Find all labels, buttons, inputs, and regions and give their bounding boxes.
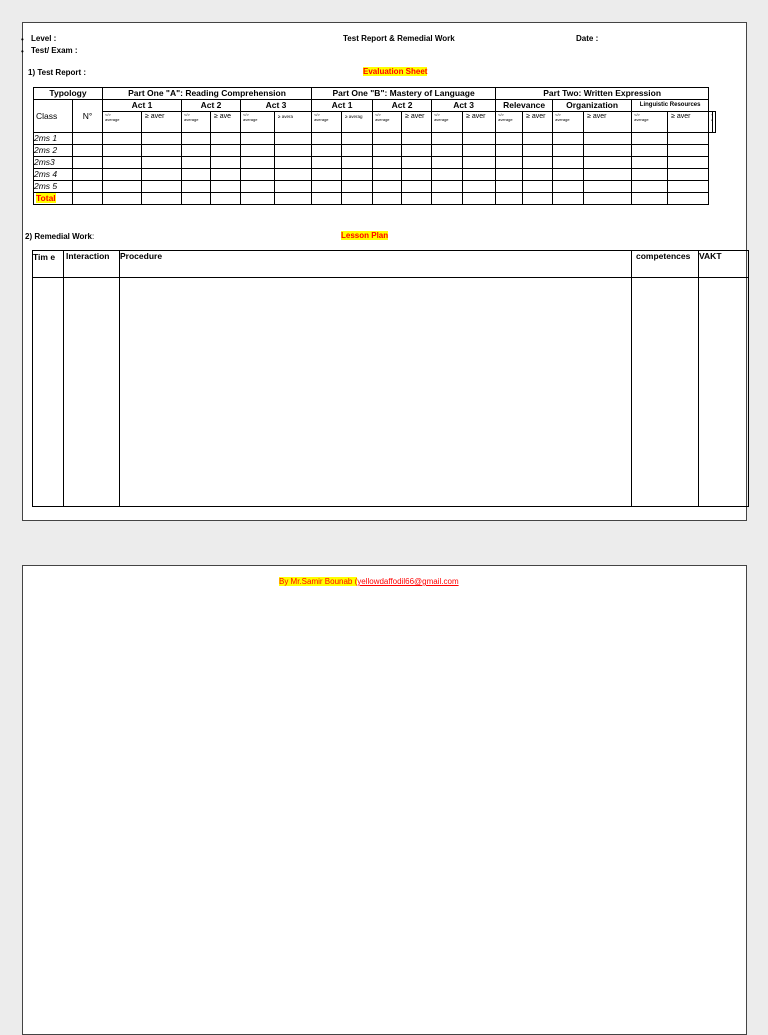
class-name: 2ms 5 xyxy=(34,181,73,193)
page-two xyxy=(22,565,747,1035)
above-average-cell: ≥ aver xyxy=(463,112,496,133)
procedure-cell[interactable] xyxy=(120,278,632,507)
above-average-cell: ≥ avera xyxy=(275,112,312,133)
test-exam-label: Test/ Exam : xyxy=(31,46,78,55)
vakt-cell[interactable] xyxy=(699,278,749,507)
part-b-header: Part One "B": Mastery of Language xyxy=(312,88,496,100)
act-header: Act 2 xyxy=(373,100,432,112)
below-average-cell: </> average xyxy=(432,112,463,133)
table-row xyxy=(34,145,716,157)
table-row xyxy=(33,278,749,507)
typology-header: Typology xyxy=(34,88,103,100)
vakt-header: VAKT xyxy=(699,251,749,278)
level-label: Level : xyxy=(31,34,57,43)
interaction-header: Interaction xyxy=(64,251,120,278)
above-average-cell: ≥ ave xyxy=(211,112,241,133)
date-label: Date : xyxy=(576,34,599,43)
time-header: Tim e xyxy=(33,251,64,278)
above-average-cell: ≥ aver xyxy=(402,112,432,133)
total-row xyxy=(34,193,716,205)
competences-header: competences xyxy=(632,251,699,278)
lesson-plan-table xyxy=(32,250,749,507)
table-row xyxy=(34,169,716,181)
above-average-cell: ≥ averag xyxy=(342,112,373,133)
section-remedial-work-title: 2) Remedial Work: xyxy=(25,232,95,241)
evaluation-table xyxy=(33,87,716,205)
act-header: Act 3 xyxy=(432,100,496,112)
below-average-cell: </> average xyxy=(373,112,402,133)
class-header: Class xyxy=(34,100,73,133)
below-average-cell: </> average xyxy=(103,112,142,133)
total-label: Total xyxy=(36,193,56,203)
class-name: 2ms3 xyxy=(34,157,73,169)
competences-cell[interactable] xyxy=(632,278,699,507)
author-name: By Mr.Samir Bounab ( xyxy=(279,577,358,586)
above-average-cell: ≥ aver xyxy=(668,112,709,133)
lesson-plan-title: Lesson Plan xyxy=(341,231,389,240)
act-header: Act 1 xyxy=(312,100,373,112)
class-name: 2ms 2 xyxy=(34,145,73,157)
above-average-cell xyxy=(712,112,715,133)
linguistic-resources-header: Linguistic Resources xyxy=(632,100,709,112)
relevance-header: Relevance xyxy=(496,100,553,112)
table-row xyxy=(34,181,716,193)
above-average-cell: ≥ aver xyxy=(523,112,553,133)
below-average-cell: </> average xyxy=(496,112,523,133)
below-average-cell: </> average xyxy=(241,112,275,133)
email-link[interactable]: yellowdaffodil66@gmail.com xyxy=(357,577,459,586)
below-average-cell: </> average xyxy=(182,112,211,133)
above-average-cell: ≥ aver xyxy=(142,112,182,133)
section-test-report-title: 1) Test Report : xyxy=(28,68,87,77)
number-header: N° xyxy=(73,100,103,133)
procedure-header: Procedure xyxy=(120,251,632,278)
report-title: Test Report & Remedial Work xyxy=(343,34,455,43)
evaluation-sheet-title: Evaluation Sheet xyxy=(363,67,428,76)
organization-header: Organization xyxy=(553,100,632,112)
class-name: 2ms 1 xyxy=(34,133,73,145)
part-a-header: Part One "A": Reading Comprehension xyxy=(103,88,312,100)
act-header: Act 1 xyxy=(103,100,182,112)
below-average-cell: </> average xyxy=(632,112,668,133)
below-average-cell: </> average xyxy=(312,112,342,133)
act-header: Act 3 xyxy=(241,100,312,112)
table-row xyxy=(34,133,716,145)
bullet-icon: • xyxy=(21,47,24,56)
page-one xyxy=(22,22,747,521)
act-header: Act 2 xyxy=(182,100,241,112)
bullet-icon: • xyxy=(21,35,24,44)
table-row xyxy=(34,157,716,169)
time-cell[interactable] xyxy=(33,278,64,507)
interaction-cell[interactable] xyxy=(64,278,120,507)
part-two-header: Part Two: Written Expression xyxy=(496,88,709,100)
below-average-cell: </> average xyxy=(553,112,584,133)
class-name: 2ms 4 xyxy=(34,169,73,181)
author-credit xyxy=(279,577,459,586)
above-average-cell: ≥ aver xyxy=(584,112,632,133)
